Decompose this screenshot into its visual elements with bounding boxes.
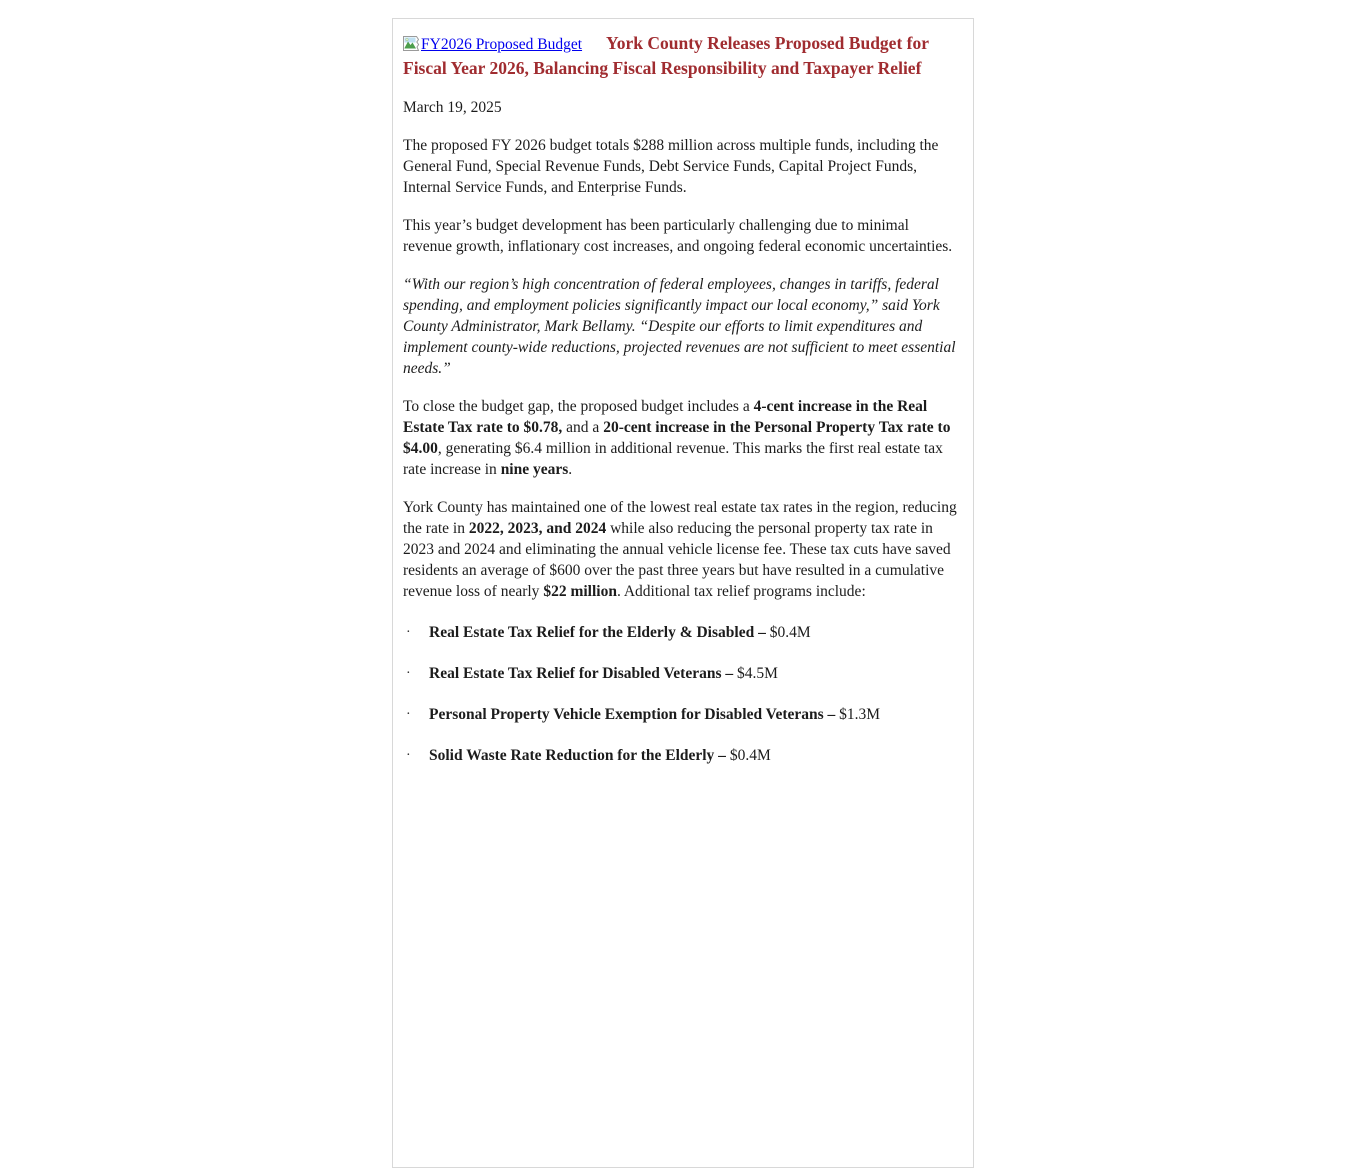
bullet-list <box>403 622 961 766</box>
image-link-label: FY2026 Proposed Budget <box>421 36 583 53</box>
bullet-marker: · <box>406 748 411 763</box>
article-card <box>392 18 974 1168</box>
text-run: $1.3M <box>835 706 881 723</box>
text-run: Real Estate Tax Relief for Disabled Veterans – <box>429 665 734 682</box>
text-run: Solid Waste Rate Reduction for the Elderly – <box>429 747 726 764</box>
paragraph <box>403 396 961 480</box>
text-run: . Additional tax relief programs include: <box>616 583 866 600</box>
broken-image-icon <box>403 36 420 51</box>
text-run: 2022, 2023, and 2024 <box>468 520 607 537</box>
paragraph <box>403 497 961 602</box>
paragraph <box>403 215 961 257</box>
text-run: $0.4M <box>725 747 771 764</box>
text-run: 20-cent increase in the Personal Property Tax rate to $4.00 <box>403 419 951 457</box>
fy2026-budget-image-link[interactable] <box>403 36 582 53</box>
list-item <box>403 704 961 725</box>
text-run: and a <box>562 419 604 436</box>
text-run: , generating $6.4 million in additional revenue. This marks the first real estate tax rate increase in <box>403 440 943 478</box>
text-run: $22 million <box>543 583 617 600</box>
article-date: March 19, 2025 <box>403 99 502 116</box>
text-run: “With our region’s high concentration of federal employees, changes in tariffs, federal spending, and employment policies significantly impact our local economy,” said York County Administrator, Mark Bellamy. “Despite our efforts to limit expenditures and implement county-wide reductions, projected revenues are not sufficient to meet essential needs.” <box>403 276 956 377</box>
text-run: Real Estate Tax Relief for the Elderly & Disabled – <box>429 624 766 641</box>
list-item <box>403 663 961 684</box>
text-run: This year’s budget development has been particularly challenging due to minimal revenue growth, inflationary cost increases, and ongoing federal economic uncertainties. <box>403 217 953 255</box>
text-run: 4-cent increase in the Real Estate Tax rate to $0.78, <box>403 398 928 436</box>
bullet-marker: · <box>406 666 411 681</box>
list-item <box>403 622 961 643</box>
article-title <box>403 32 961 80</box>
text-run: while also reducing the personal property tax rate in 2023 and 2024 and eliminating the annual vehicle license fee. These tax cuts have saved residents an average of $600 over the past three years but have resulted in a cumulative revenue loss of nearly <box>403 520 951 600</box>
text-run: nine years <box>500 461 569 478</box>
bullet-marker: · <box>406 625 411 640</box>
text-run: York County has maintained one of the lowest real estate tax rates in the region, reducing the rate in <box>403 499 957 537</box>
paragraph <box>403 135 961 198</box>
paragraph <box>403 274 961 379</box>
text-run: . <box>568 461 573 478</box>
text-run: Personal Property Vehicle Exemption for Disabled Veterans – <box>429 706 836 723</box>
list-item <box>403 745 961 766</box>
article-body <box>403 135 961 602</box>
text-run: $0.4M <box>765 624 811 641</box>
text-run: To close the budget gap, the proposed budget includes a <box>403 398 754 415</box>
text-run: The proposed FY 2026 budget totals $288 million across multiple funds, including the General Fund, Special Revenue Funds, Debt Service Funds, Capital Project Funds, Internal Service Funds, and Enterprise Funds. <box>403 137 939 196</box>
bullet-marker: · <box>406 707 411 722</box>
title-text: York County Releases Proposed Budget for Fiscal Year 2026, Balancing Fiscal Responsibility and Taxpayer Relief <box>403 33 929 78</box>
text-run: $4.5M <box>733 665 778 682</box>
